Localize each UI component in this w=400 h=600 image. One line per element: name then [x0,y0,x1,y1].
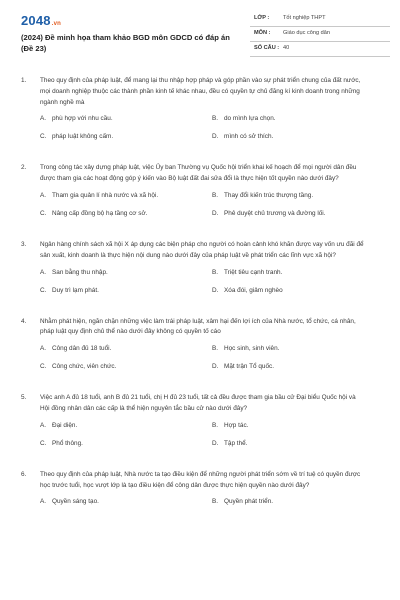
option-d[interactable] [212,439,362,450]
option-text: Hợp tác. [224,421,249,429]
option-text: Thay đổi kiến trúc thượng tầng. [224,191,314,199]
option-key: D. [212,363,219,371]
question-3 [0,240,400,304]
option-a[interactable] [40,344,190,355]
option-d[interactable] [212,132,362,143]
page-title: (2024) Đề minh họa tham khảo BGD môn GDCD có đáp án (Đề 23) [21,33,230,53]
option-key: B. [212,421,219,429]
info-row-class [250,12,390,27]
option-text: Đại diện. [52,421,78,429]
option-key: D. [212,439,219,447]
option-key: C. [40,209,47,217]
option-text: Quyền sáng tạo. [52,498,99,506]
option-c[interactable] [40,132,190,143]
option-text: Công dân đủ 18 tuổi. [52,345,112,353]
info-label: MÔN : [254,30,271,36]
option-a[interactable] [40,497,190,508]
option-key: D. [212,286,219,294]
option-key: C. [40,439,47,447]
question-4 [0,317,400,381]
option-key: A. [40,498,47,506]
option-text: Công chức, viên chức. [52,363,117,371]
option-list [40,268,366,304]
question-text: Nhằm phát hiện, ngăn chặn những việc làm trái pháp luật, xâm hại đến lợi ích của Nhà nước, tổ chức, cá nhân, pháp luật quy định chủ thể nào dưới đây không có quyền tố cáo [40,317,356,336]
option-key: B. [212,498,219,506]
option-a[interactable] [40,268,190,279]
option-text: phù hợp với nhu cầu. [52,115,113,123]
option-text: Duy trì lạm phát. [52,286,99,294]
logo-suffix: .vn [51,21,62,27]
question-text: Trong công tác xây dựng pháp luật, việc Ủy ban Thường vụ Quốc hội triển khai kế hoạch để mọi người dân đều được tham gia các hoạt động góp ý kiến vào Bộ luật đất đai sửa đổi là thực hiện tốt quyền nào dưới đây? [40,164,357,183]
option-a[interactable] [40,114,190,125]
question-number: 4. [21,317,27,325]
option-key: A. [40,421,47,429]
question-number: 6. [21,470,27,478]
question-text: Việc anh A đủ 18 tuổi, anh B đủ 21 tuổi, chị H đủ 23 tuổi, tất cả đều được tham gia bầu cử Đại biểu Quốc hội và Hội đồng nhân dân các cấp là thể hiện nguyên tắc bầu cử nào dưới đây? [40,394,356,412]
info-table [250,12,390,57]
option-list [40,421,366,457]
info-value: 40 [283,45,290,51]
option-a[interactable] [40,421,190,432]
question-text: Theo quy định của pháp luật, Nhà nước ta tạo điều kiện để những người phát triển sớm về trí tuệ có quyền được học trước tuổi, học vượt lớp là tạo điều kiện để công dân được thực hiện quyền nào dưới đây? [40,470,361,489]
option-d[interactable] [212,362,362,373]
info-row-count [250,42,390,57]
question-text: Theo quy định của pháp luật, để mang lại thu nhập hợp pháp và góp phần vào sự phát triển chung của đất nước, mọi doanh nghiệp thuộc các thành phần kinh tế khác nhau, đều có quyền tự chủ đăng kí kinh doanh trong những ngành nghề mà [40,77,361,106]
info-label: SỐ CÂU : [254,45,280,51]
question-number: 5. [21,394,27,402]
option-key: B. [212,115,219,123]
site-logo[interactable] [21,13,61,28]
option-key: A. [40,115,47,123]
question-5 [0,393,400,457]
option-text: Học sinh, sinh viên. [224,345,280,353]
question-2 [0,163,400,227]
info-label: LỚP : [254,15,270,21]
option-text: San bằng thu nhập. [52,268,108,276]
option-b[interactable] [212,191,362,202]
option-text: Phổ thông. [52,439,83,447]
question-1 [0,76,400,150]
question-list [0,76,400,546]
option-key: C. [40,363,47,371]
info-value: Giáo dục công dân [283,30,330,36]
option-key: A. [40,268,47,276]
document-header [0,0,400,64]
option-c[interactable] [40,209,190,220]
option-key: C. [40,133,47,141]
option-b[interactable] [212,497,362,508]
option-key: A. [40,345,47,353]
option-text: Tập thể. [224,439,248,447]
option-text: Xóa đói, giảm nghèo [224,286,283,294]
option-c[interactable] [40,439,190,450]
option-text: Tham gia quản lí nhà nước và xã hội. [52,191,159,199]
option-key: B. [212,191,219,199]
option-list [40,344,366,380]
option-list [40,497,366,533]
option-a[interactable] [40,191,190,202]
option-c[interactable] [40,362,190,373]
option-d[interactable] [212,286,362,297]
option-b[interactable] [212,268,362,279]
question-6 [0,470,400,534]
option-list [40,191,366,227]
option-key: C. [40,286,47,294]
option-text: Quyền phát triển. [224,498,274,506]
option-text: Nâng cấp đồng bộ hạ tầng cơ sở. [52,209,148,217]
option-b[interactable] [212,344,362,355]
logo-text: 2048 [21,13,51,28]
option-text: do mình lựa chọn. [224,115,276,123]
option-c[interactable] [40,286,190,297]
question-number: 1. [21,77,27,84]
option-text: Mặt trận Tổ quốc. [224,363,274,371]
info-row-subject [250,27,390,42]
option-b[interactable] [212,114,362,125]
option-d[interactable] [212,209,362,220]
question-text: Ngân hàng chính sách xã hội X áp dụng các biện pháp cho người có hoàn cảnh khó khăn được vay vốn ưu đãi để sản xuất, kinh doanh là thực hiện nội dung nào dưới đây của pháp luật về phát triển các lĩnh vực xã hội? [40,240,364,259]
option-text: Phê duyệt chủ trương và đường lối. [224,209,326,217]
option-text: mình có sở thích. [224,133,274,141]
option-key: B. [212,268,219,276]
question-number: 2. [21,164,27,172]
option-text: Triệt tiêu cạnh tranh. [224,268,283,276]
question-number: 3. [21,240,27,248]
info-value: Tốt nghiệp THPT [283,15,326,21]
option-key: B. [212,345,219,353]
option-key: D. [212,209,219,217]
option-list [40,114,366,150]
option-b[interactable] [212,421,362,432]
option-key: A. [40,191,47,199]
option-text: pháp luật không cấm. [52,133,114,141]
option-key: D. [212,133,219,141]
